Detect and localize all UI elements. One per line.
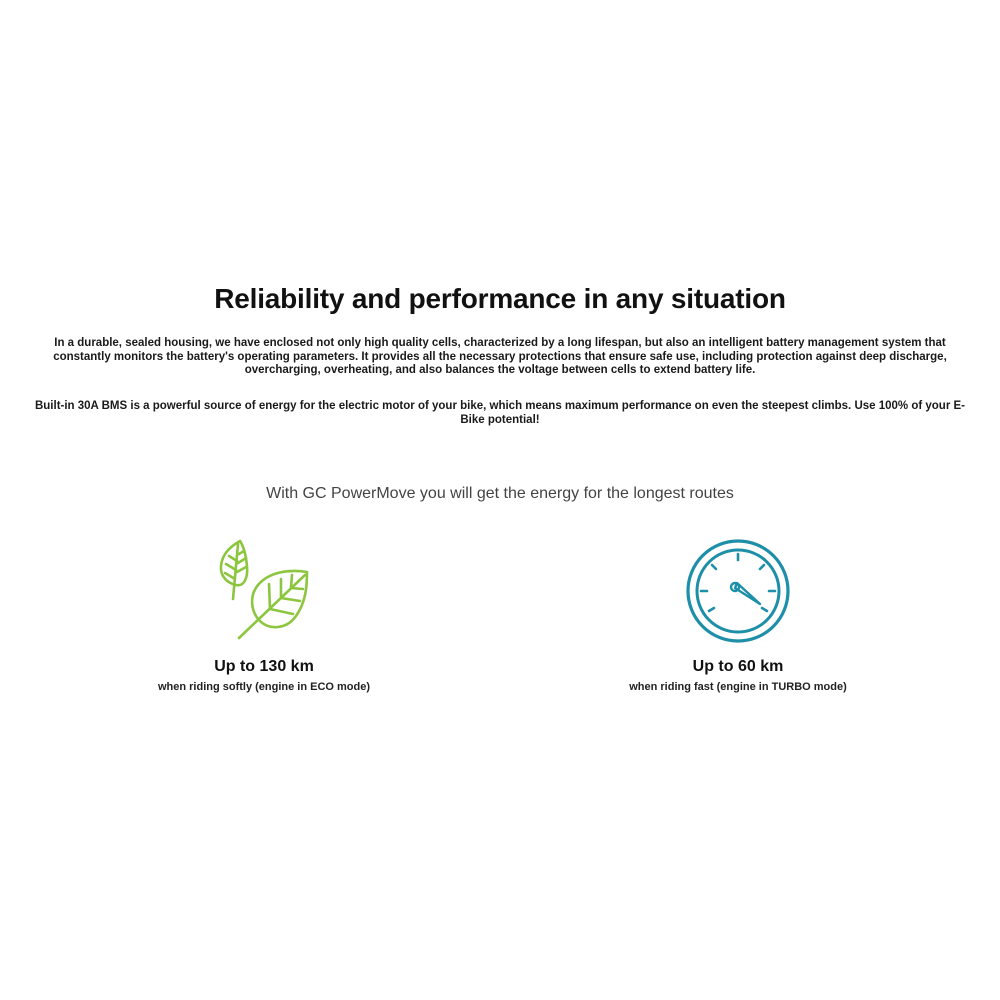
turbo-range-description: when riding fast (engine in TURBO mode) [629, 681, 847, 693]
intro-paragraph: In a durable, sealed housing, we have enclosed not only high quality cells, characterized by a long lifespan, but also an intelligent battery management system that constantly monitors the battery's operating parameters. It provides all the necessary protections that ensure safe use, including protection against deep discharge, overcharging, overheating, and also balances the voltage between cells to extend battery life. [53, 337, 947, 376]
section-subtitle: With GC PowerMove you will get the energy for the longest routes [266, 485, 734, 502]
eco-range-title: Up to 130 km [214, 658, 314, 675]
eco-range-description: when riding softly (engine in ECO mode) [157, 681, 371, 693]
leaf-icon [209, 536, 319, 646]
speedometer-icon [683, 536, 793, 646]
feature-eco [114, 536, 414, 694]
feature-turbo [588, 536, 888, 694]
bms-paragraph: Built-in 30A BMS is a powerful source of energy for the electric motor of your bike, which means maximum performance on even the steepest climbs. Use 100% of your E-Bike potential! [34, 400, 966, 426]
page-title: Reliability and performance in any situation [214, 283, 786, 314]
turbo-range-title: Up to 60 km [692, 658, 784, 675]
